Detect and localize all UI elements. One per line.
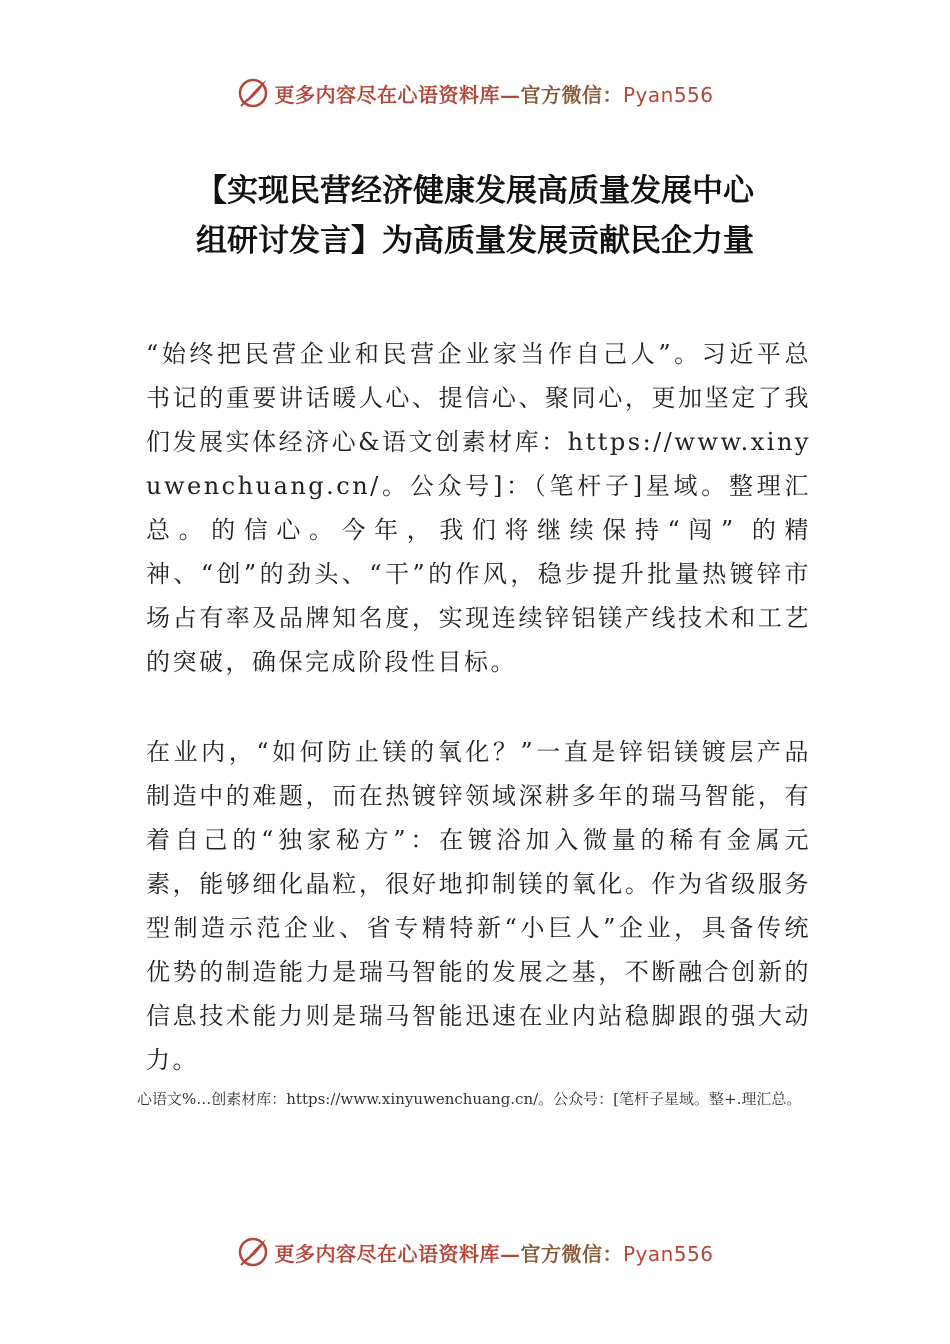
footer-banner (0, 1232, 950, 1272)
banner-text (274, 79, 713, 108)
body-paragraph-2: 在业内，“如何防止镁的氧化？”一直是锌铝镁镀层产品制造中的难题，而在热镀锌领域深耕多年的瑞马智能，有着自己的“独家秘方”：在镀浴加入微量的稀有金属元素，能够细化晶粒，很好地抑制镁的氧化。作为省级服务型制造示范企业、省专精特新“小巨人”企业，具备传统优势的制造能力是瑞马智能的发展之基，不断融合创新的信息技术能力则是瑞马智能迅速在业内站稳脚跟的强大动力。 (146, 738, 811, 1074)
banner-main-text: 更多内容尽在心语资料库 (274, 82, 500, 107)
body-paragraph-1: “始终把民营企业和民营企业家当作自己人”。习近平总书记的重要讲话暖人心、提信心、聚同心，更加坚定了我们发展实体经济心&语文创素材库：https://www.xinyuwenchuang.cn/。公众号]：（笔杆子]星域。整理汇总。的信心。今年，我们将继续保持“闯” 的精神、“创”的劲头、“干”的作风，稳步提升批量热镀锌市场占有率及品牌知名度，实现连续锌铝镁产线技术和工艺的突破，确保完成阶段性目标。 (146, 340, 811, 676)
header-banner (0, 73, 950, 113)
banner-wechat-id: Pyan556 (622, 82, 714, 107)
banner-text (274, 1238, 713, 1267)
banner-wechat-id: Pyan556 (622, 1241, 714, 1266)
banner-dash: — (499, 1241, 521, 1266)
banner-main-text: 更多内容尽在心语资料库 (274, 1241, 500, 1266)
quill-logo-icon (236, 76, 270, 110)
banner-wechat-label: 官方微信： (520, 82, 623, 107)
banner-wechat-label: 官方微信： (520, 1241, 623, 1266)
source-footnote: 心语文%…创素材库：https://www.xinyuwenchuang.cn/。公众号：[笔杆子星域。整+.理汇总。 (137, 1090, 802, 1108)
quill-logo-icon (236, 1235, 270, 1269)
title-line-2: 组研讨发言】为高质量发展贡献民企力量 (196, 223, 754, 259)
title-line-1: 【实现民营经济健康发展高质量发展中心 (196, 173, 754, 209)
document-title (120, 166, 830, 266)
banner-dash: — (499, 82, 521, 107)
